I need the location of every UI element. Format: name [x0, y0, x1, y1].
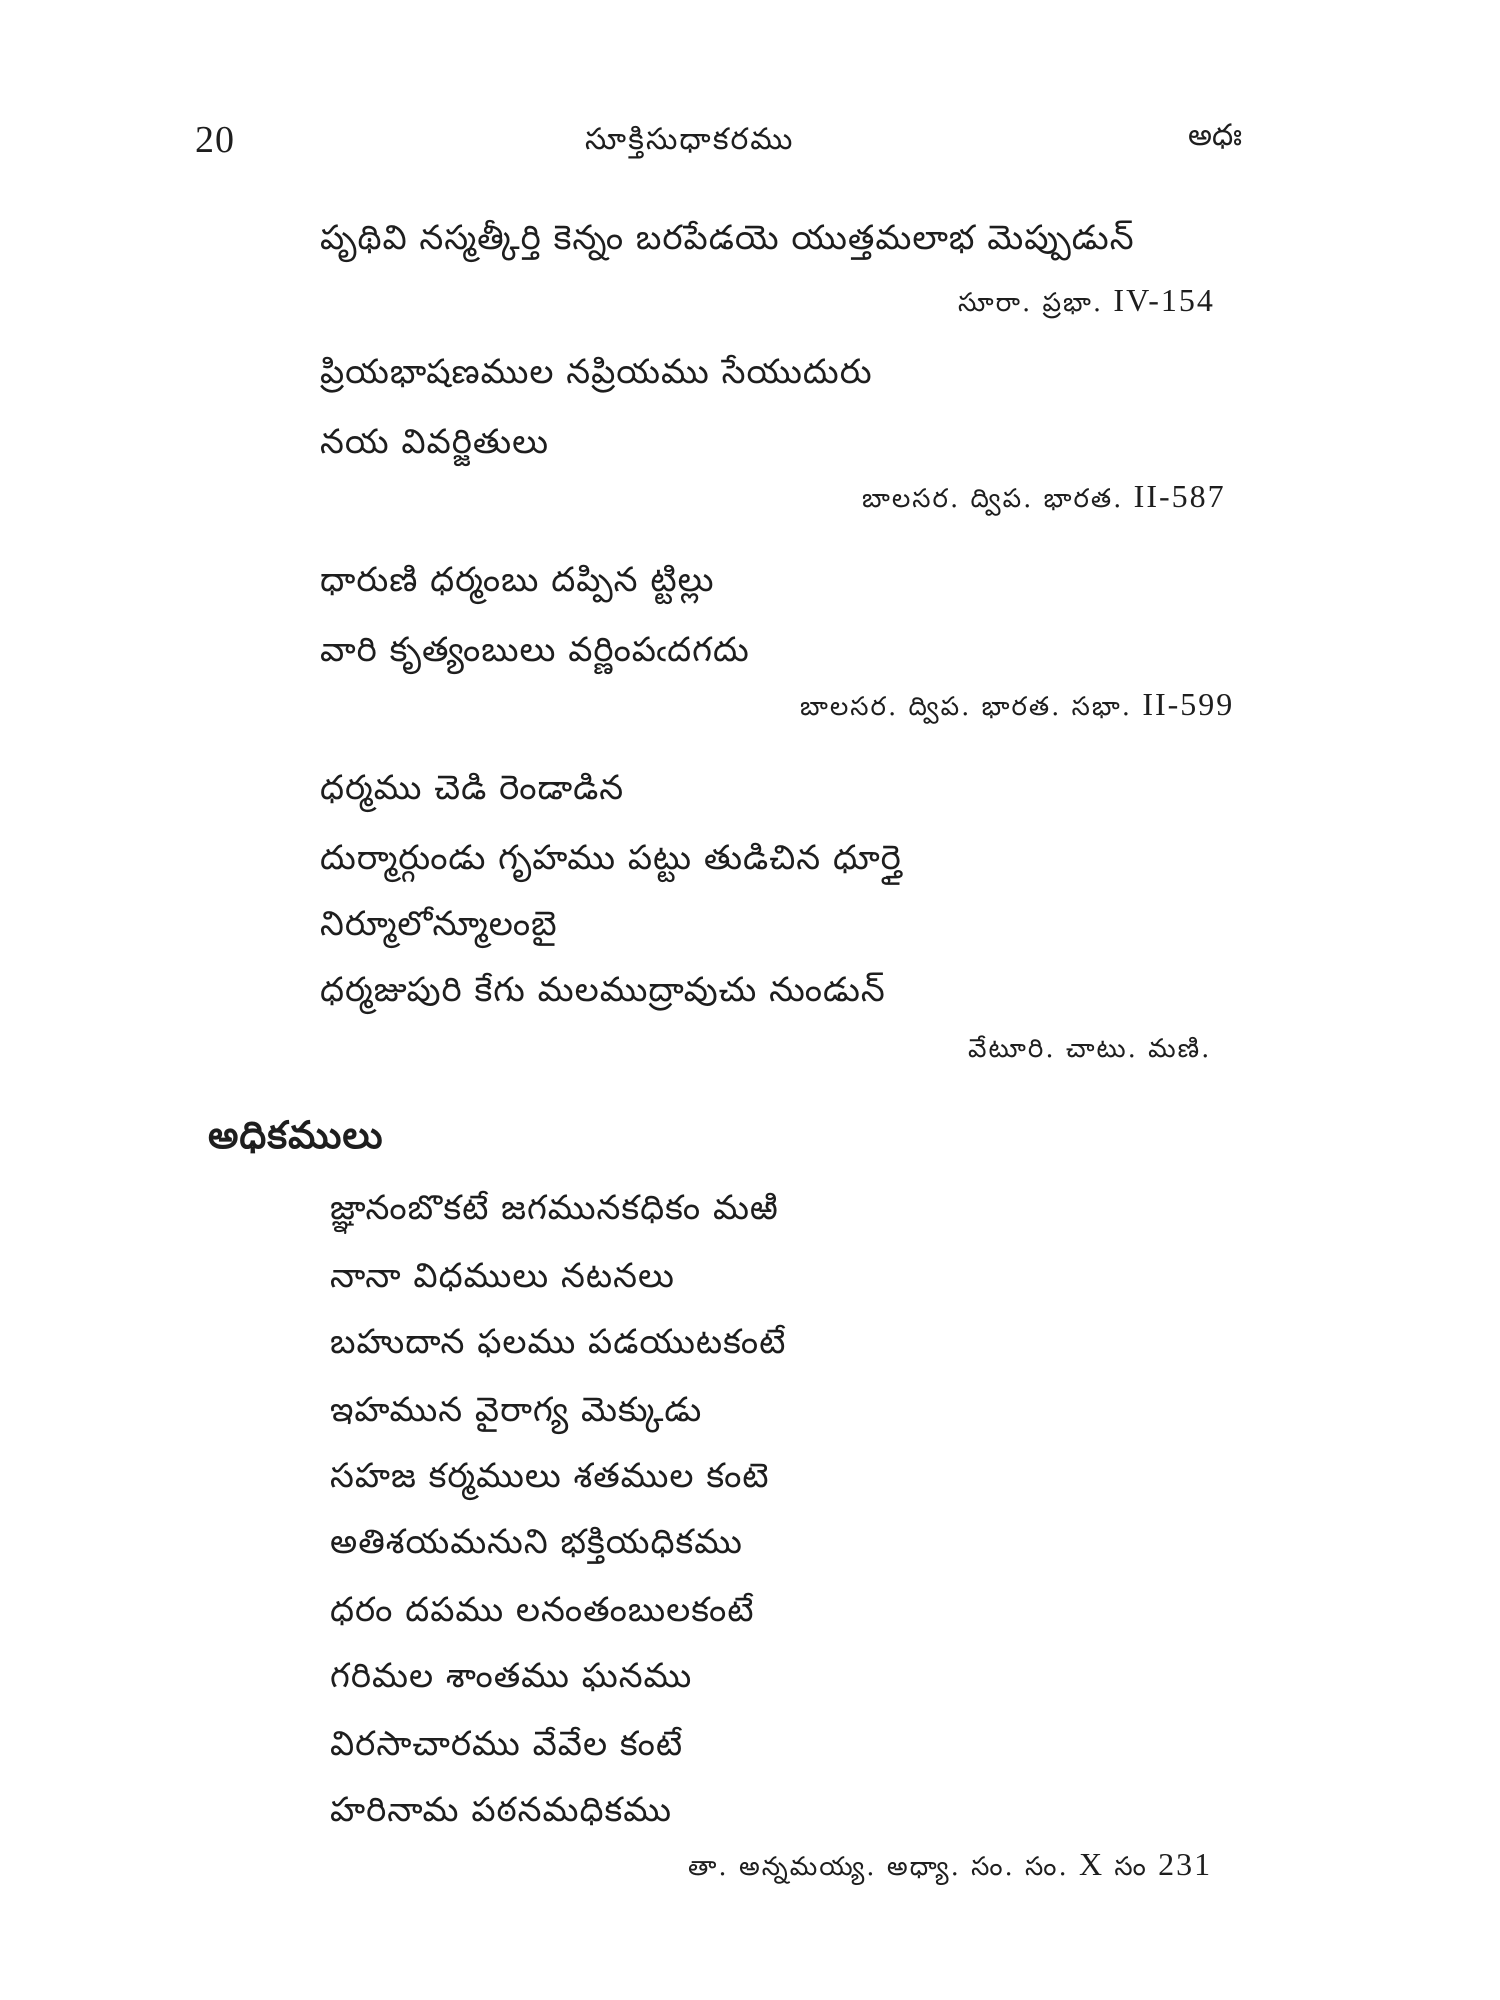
- section-mark: అధః: [1188, 118, 1243, 153]
- citation-reference: IV-154: [1113, 282, 1215, 318]
- verse-line: సహజ కర్మములు శతముల కంటె: [330, 1456, 770, 1496]
- verse-line: హరినామ పఠనమధికము: [330, 1790, 672, 1830]
- verse-line: నిర్మూలోన్మూలంబై: [320, 904, 558, 944]
- verse-line: విరసాచారము వేవేల కంటే: [330, 1724, 684, 1764]
- citation-source: బాలసర. ద్విప. భారత.: [862, 484, 1124, 514]
- verse-line: ధరం దపము లనంతంబులకంటే: [330, 1590, 755, 1630]
- verse-line: గరిమల శాంతము ఘనము: [330, 1656, 693, 1696]
- verse-line: నయ వివర్జితులు: [320, 422, 549, 462]
- citation-abbrev: సం: [1114, 1852, 1148, 1882]
- verse-line: దుర్మార్గుండు గృహము పట్టు తుడిచిన ధూర్తై: [320, 838, 902, 878]
- citation-source: వేటూరి. చాటు. మణి.: [968, 1034, 1212, 1064]
- citation-reference: II-587: [1133, 478, 1226, 514]
- citation-source: తా. అన్నమయ్య. అధ్యా. సం. సం.: [688, 1852, 1069, 1882]
- verse-line: బహుదాన ఫలము పడయుటకంటే: [330, 1322, 787, 1362]
- section-heading: అధికములు: [208, 1112, 384, 1157]
- citation: [958, 282, 1215, 324]
- verse-line: ప్రియభాషణముల నప్రియము సేయుదురు: [320, 352, 873, 392]
- page-number: 20: [195, 119, 235, 161]
- verse-line: ధారుణి ధర్మంబు దప్పిన ట్టిల్లు: [320, 560, 715, 600]
- citation: [968, 1034, 1211, 1070]
- citation-reference: II-599: [1142, 686, 1235, 722]
- verse-line: నానా విధములు నటనలు: [330, 1256, 675, 1296]
- verse-line: జ్ఞానంబొకటే జగమునకధికం మఱి: [330, 1188, 779, 1228]
- citation-number: 231: [1158, 1846, 1213, 1882]
- citation-volume: X: [1079, 1846, 1105, 1882]
- verse-line: ధర్మము చెడి రెండాడిన: [320, 768, 625, 808]
- running-title: సూక్తిసుధాకరము: [585, 122, 795, 157]
- citation-source: సూరా. ప్రభా.: [958, 288, 1104, 318]
- verse-line: ఇహమున వైరాగ్య మెక్కుడు: [330, 1390, 703, 1430]
- page-header: [0, 0, 1500, 190]
- citation-source: బాలసర. ద్విప. భారత. సభా.: [800, 692, 1133, 722]
- verse-line: ధర్మజుపురి కేగు మలముద్రావుచు నుండున్: [320, 970, 886, 1010]
- verse-line: పృథివి నస్మత్కీర్తి కెన్నం బరపేడయె యుత్తమలాభ మెప్పుడున్: [320, 218, 1135, 258]
- verse-line: అతిశయమనుని భక్తియధికము: [330, 1522, 743, 1562]
- citation: [688, 1846, 1212, 1888]
- citation: [862, 478, 1226, 520]
- verse-line: వారి కృత్యంబులు వర్ణింపఁదగదు: [320, 630, 750, 670]
- citation: [800, 686, 1234, 728]
